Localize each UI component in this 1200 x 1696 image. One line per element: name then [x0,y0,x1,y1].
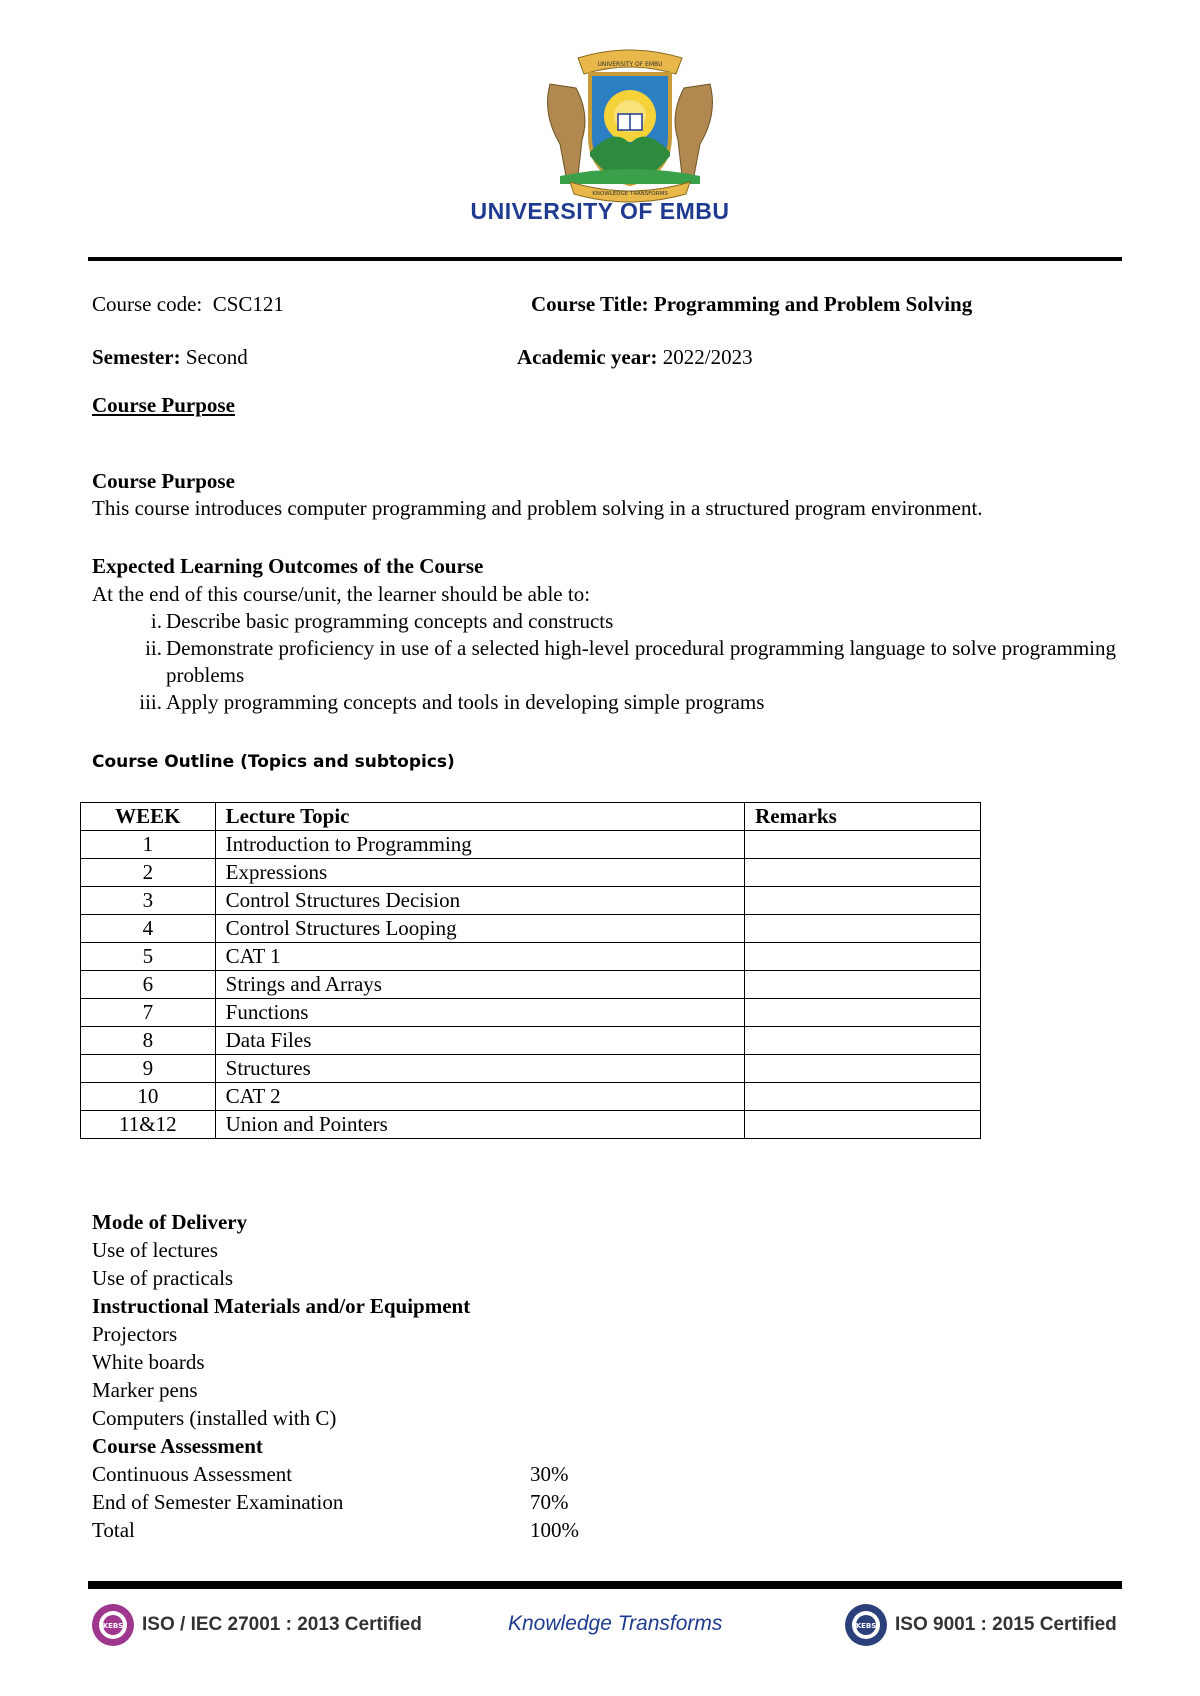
assessment-label: End of Semester Examination [92,1490,344,1514]
topic-cell: Expressions [215,859,744,887]
learning-outcomes-list [92,608,1116,716]
assessment-row [92,1488,792,1516]
semester-label: Semester: [92,345,181,369]
iso-27001-text: ISO / IEC 27001 : 2013 Certified [142,1614,422,1635]
table-row [81,1111,981,1139]
list-item: Marker pens [92,1378,198,1402]
remarks-cell [745,859,981,887]
remarks-cell [745,1027,981,1055]
list-item: Use of lectures [92,1238,218,1262]
delivery-section [92,1208,792,1544]
assessment-label: Total [92,1518,135,1542]
list-item-text: Apply programming concepts and tools in developing simple programs [166,690,765,714]
topic-cell: CAT 2 [215,1083,744,1111]
assessment-label: Continuous Assessment [92,1462,293,1486]
list-item-number: i. [150,609,162,633]
week-cell: 9 [81,1055,216,1083]
remarks-cell [745,1055,981,1083]
semester-value: Second [185,345,248,369]
list-item-text: Demonstrate proficiency in use of a selected high-level procedural programming language to solve programming problems [166,636,1116,687]
iso-9001-certification [843,1602,1117,1648]
table-row [81,859,981,887]
topic-cell: Functions [215,999,744,1027]
logo-top-text: UNIVERSITY OF EMBU [597,61,663,68]
remarks-cell [745,971,981,999]
list-item: Projectors [92,1322,178,1346]
academic-year-value: 2022/2023 [662,345,753,369]
footer-slogan: Knowledge Transforms [508,1612,723,1635]
course-purpose-underlined-heading: Course Purpose [92,393,235,417]
week-cell: 4 [81,915,216,943]
assessment-value: 70% [530,1490,569,1514]
topic-cell: Introduction to Programming [215,831,744,859]
mode-of-delivery-heading: Mode of Delivery [92,1210,248,1234]
table-row [81,943,981,971]
academic-year-label: Academic year: [517,345,658,369]
remarks-cell [745,831,981,859]
week-cell: 5 [81,943,216,971]
course-outline-title: Course Outline (Topics and subtopics) [92,752,455,772]
logo-ribbon-text: KNOWLEDGE TRANSFORMS [592,191,668,197]
university-name: UNIVERSITY OF EMBU [470,198,730,224]
list-item-text: Describe basic programming concepts and constructs [166,609,614,633]
list-item [92,635,1116,689]
semester-line [92,343,248,371]
topic-cell: Control Structures Looping [215,915,744,943]
column-header-lecture-topic: Lecture Topic [215,803,744,831]
list-item-number: iii. [139,690,162,714]
assessment-row [92,1516,792,1544]
course-code-value: CSC121 [212,292,284,316]
remarks-cell [745,1083,981,1111]
learning-outcomes-intro: At the end of this course/unit, the learner should be able to: [92,582,591,606]
list-item: White boards [92,1350,205,1374]
table-row [81,971,981,999]
course-outline-table [80,802,981,1139]
table-row [81,999,981,1027]
remarks-cell [745,887,981,915]
academic-year-line [517,343,753,371]
week-cell: 10 [81,1083,216,1111]
list-item: Computers (installed with C) [92,1406,337,1430]
topic-cell: Strings and Arrays [215,971,744,999]
table-row [81,915,981,943]
remarks-cell [745,999,981,1027]
week-cell: 3 [81,887,216,915]
list-item-number: ii. [145,636,162,660]
kebs-seal-icon [843,1602,889,1648]
topic-cell: Union and Pointers [215,1111,744,1139]
course-title: Course Title: Programming and Problem Solving [531,292,973,316]
week-cell: 6 [81,971,216,999]
assessment-value: 30% [530,1462,569,1486]
week-cell: 11&12 [81,1111,216,1139]
list-item: Use of practicals [92,1266,234,1290]
iso-9001-text: ISO 9001 : 2015 Certified [895,1614,1117,1635]
week-cell: 1 [81,831,216,859]
table-row [81,1055,981,1083]
list-item [92,689,1116,716]
list-item [92,608,1116,635]
footer-rule [88,1581,1122,1589]
course-purpose-text: This course introduces computer programming and problem solving in a structured program environment. [92,496,983,520]
learning-outcomes-heading: Expected Learning Outcomes of the Course [92,554,484,578]
seal-text: KEBS [855,1622,877,1630]
assessment-value: 100% [530,1518,579,1542]
course-code-line [92,290,284,318]
header-rule [88,257,1122,261]
topic-cell: Structures [215,1055,744,1083]
remarks-cell [745,1111,981,1139]
university-crest-logo [520,44,740,204]
column-header-remarks: Remarks [745,803,981,831]
assessment-row [92,1460,792,1488]
course-assessment-heading: Course Assessment [92,1434,263,1458]
table-row [81,831,981,859]
seal-text: KEBS [102,1622,124,1630]
kebs-seal-icon [90,1602,136,1648]
topic-cell: Control Structures Decision [215,887,744,915]
week-cell: 8 [81,1027,216,1055]
topic-cell: Data Files [215,1027,744,1055]
course-code-label: Course code: [92,292,203,316]
column-header-week: WEEK [81,803,216,831]
topic-cell: CAT 1 [215,943,744,971]
week-cell: 2 [81,859,216,887]
instructional-materials-heading: Instructional Materials and/or Equipment [92,1294,471,1318]
table-row [81,887,981,915]
course-purpose-heading: Course Purpose [92,469,235,493]
table-header-row [81,803,981,831]
remarks-cell [745,943,981,971]
table-row [81,1083,981,1111]
iso-27001-certification [90,1602,422,1648]
remarks-cell [745,915,981,943]
week-cell: 7 [81,999,216,1027]
table-row [81,1027,981,1055]
